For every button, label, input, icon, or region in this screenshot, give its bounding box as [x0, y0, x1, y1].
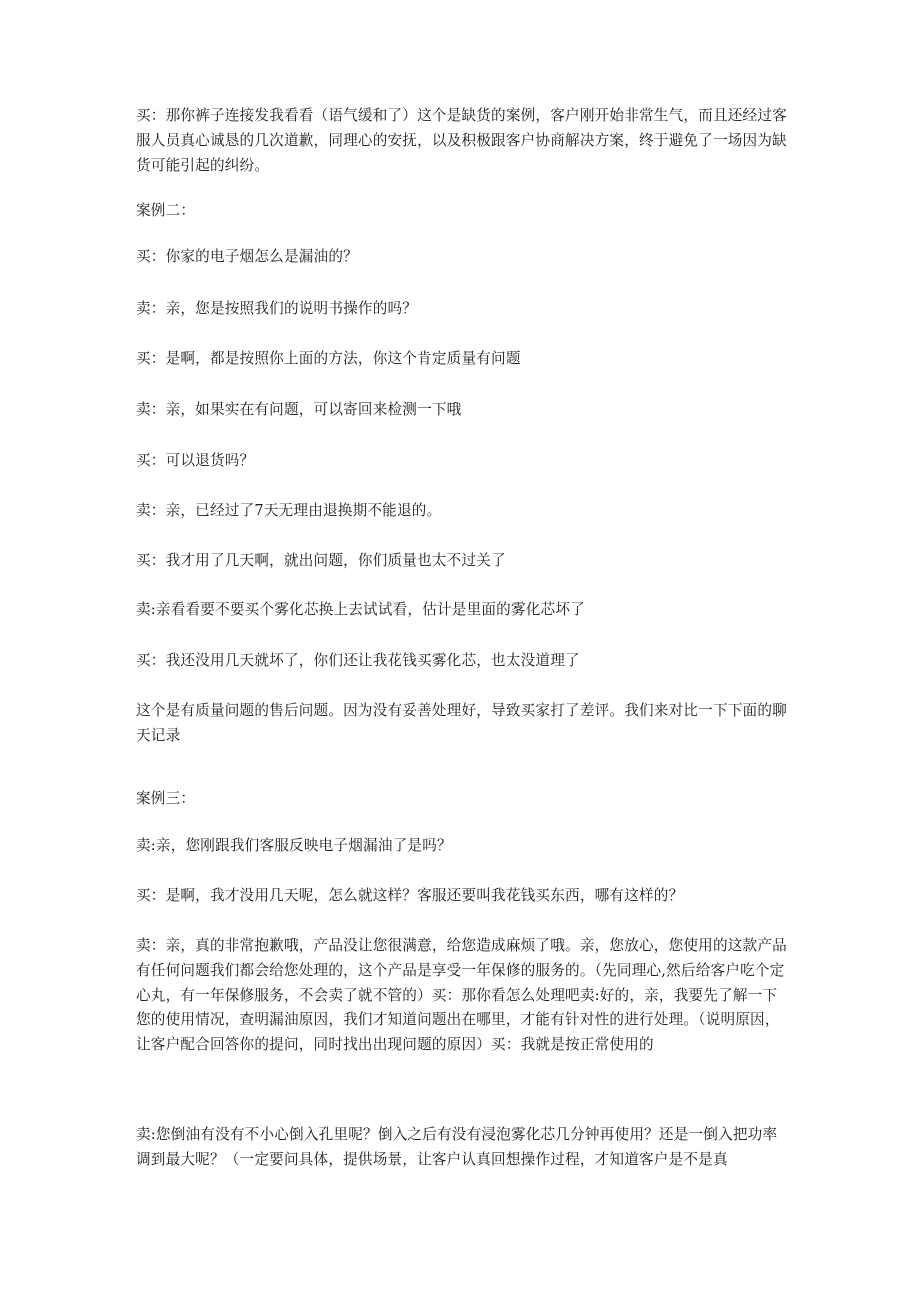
- dialogue-line: 卖：亲，已经过了7天无理由退换期不能退的。: [136, 502, 442, 519]
- dialogue-line: 买：我才用了几天啊，就出问题，你们质量也太不过关了: [136, 552, 506, 569]
- heading-case-three: 案例三：: [136, 790, 196, 807]
- dialogue-line: 买：你家的电子烟怎么是漏油的？: [136, 248, 358, 265]
- dialogue-line: 卖：亲，您是按照我们的说明书操作的吗？: [136, 300, 418, 317]
- dialogue-paragraph: 卖：亲，真的非常抱歉哦，产品没让您很满意，给您造成麻烦了哦。亲，您放心，您使用的这款产品有任何问题我们都会给您处理的，这个产品是享受一年保修的服务的。（先同理心,然后给客户吃个定心丸，有一年保修服务，不会卖了就不管的）买：那你看怎么处理吧卖:好的，亲，我要先了解一下您的使用情况，查明漏油原因，我们才知道问题出在哪里，才能有针对性的进行处理。（说明原因，让客户配合回答你的提问，同时找出出现问题的原因）买：我就是按正常使用的: [136, 937, 787, 1054]
- dialogue-paragraph: 卖:您倒油有没有不小心倒入孔里呢？倒入之后有没有浸泡雾化芯几分钟再使用？还是一倒入把功率调到最大呢？（一定要问具体，提供场景，让客户认真回想操作过程，才知道客户是不是真: [136, 1126, 778, 1168]
- dialogue-line: 买：可以退货吗？: [136, 452, 255, 469]
- paragraph-case2-summary: 这个是有质量问题的售后问题。因为没有妥善处理好，导致买家打了差评。我们来对比一下下面的聊天记录: [136, 702, 787, 744]
- dialogue-line: 买：我还没用几天就坏了，你们还让我花钱买雾化芯，也太没道理了: [136, 652, 580, 669]
- paragraph-case1-summary: 买：那你裤子连接发我看看（语气缓和了）这个是缺货的案例，客户刚开始非常生气，而且还经过客服人员真心诚恳的几次道歉，同理心的安抚，以及积极跟客户协商解决方案，终于避免了一场因为缺货可能引起的纠纷。: [136, 107, 787, 174]
- dialogue-line: 买：是啊，都是按照你上面的方法，你这个肯定质量有问题: [136, 350, 521, 367]
- dialogue-line: 卖:亲，您刚跟我们客服反映电子烟漏油了是吗？: [136, 837, 452, 854]
- dialogue-line: 卖：亲，如果实在有问题，可以寄回来检测一下哦: [136, 401, 462, 418]
- dialogue-line: 买：是啊，我才没用几天呢，怎么就这样？客服还要叫我花钱买东西，哪有这样的？: [136, 887, 684, 904]
- dialogue-line: 卖:亲看看要不要买个雾化芯换上去试试看，估计是里面的雾化芯坏了: [136, 601, 585, 618]
- heading-case-two: 案例二：: [136, 202, 196, 219]
